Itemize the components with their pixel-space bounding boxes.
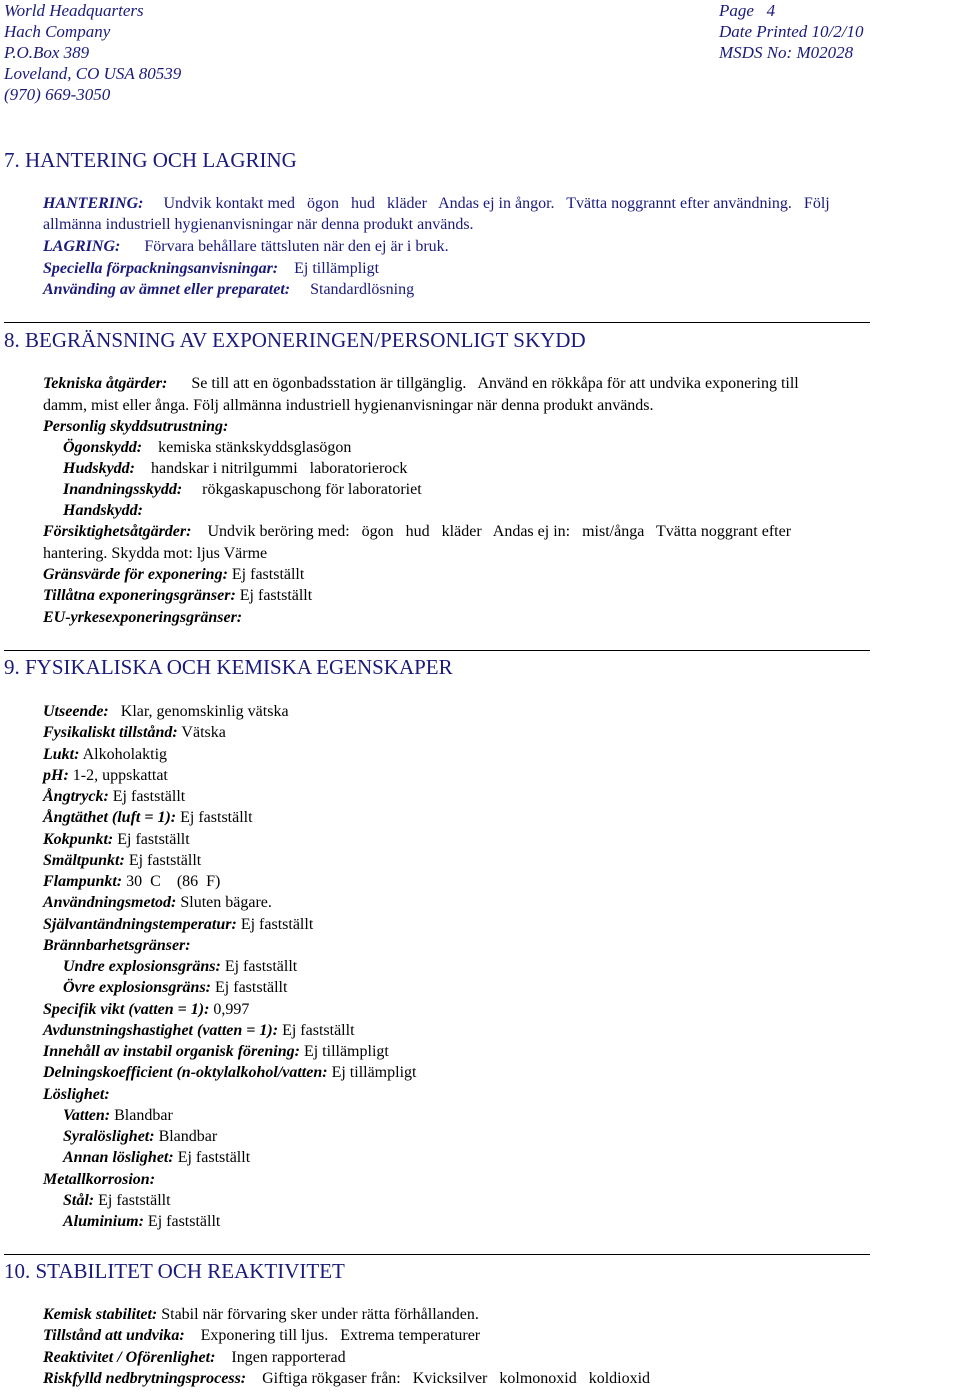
property-label: Specifik vikt (vatten = 1): [43, 1000, 210, 1018]
property-value: Ej fastställt [98, 1191, 171, 1209]
property-row [43, 1370, 650, 1388]
tillatna-value: Ej fastställt [239, 587, 313, 604]
hantering-text: Undvik kontakt med ögon hud kläder Andas ej in ångor. Tvätta noggrannt efter användning. Följ [163, 195, 830, 212]
property-label: Löslighet: [43, 1085, 110, 1103]
property-value: Ej fastställt [282, 1021, 355, 1039]
personlig-label: Personlig skyddsutrustning: [43, 418, 229, 435]
property-label: Stål: [63, 1191, 95, 1209]
property-row [43, 703, 289, 721]
gransvarde-label: Gränsvärde för exponering: [43, 566, 228, 583]
property-row [43, 767, 168, 785]
property-row [43, 1022, 355, 1040]
property-row [43, 724, 226, 742]
forsiktighet-text: Undvik beröring med: ögon hud kläder Andas ej in: mist/ånga Tvätta noggrant efter [207, 523, 792, 540]
property-value: Blandbar [158, 1128, 218, 1145]
property-row [63, 979, 287, 997]
property-value: Sluten bägare. [180, 894, 272, 912]
property-label: Undre explosionsgräns: [63, 958, 221, 975]
section-title: 10. STABILITET OCH REAKTIVITET [4, 1259, 345, 1283]
property-row [43, 788, 185, 806]
property-value: Ej fastställt [240, 915, 314, 933]
property-row [43, 937, 191, 955]
tekniska-line-2: damm, mist eller ånga. Följ allmänna industriell hygienanvisningar när denna produkt används. [43, 397, 654, 414]
address-line: World Headquarters [4, 1, 144, 20]
property-label: Metallkorrosion: [43, 1170, 156, 1188]
gransvarde-value: Ej fastställt [231, 566, 305, 583]
property-row [63, 1128, 217, 1146]
hudskydd-value: handskar i nitrilgummi laboratorierock [151, 460, 408, 477]
lagring-label: LAGRING: [43, 238, 121, 255]
eu-grans-label: EU-yrkesexponeringsgränser: [43, 609, 243, 626]
property-value: Ej fastställt [177, 1149, 251, 1167]
address-line: P.O.Box 389 [4, 43, 90, 62]
property-row [43, 1064, 416, 1082]
property-label: Avdunstningshastighet (vatten = 1): [43, 1021, 279, 1039]
property-label: pH: [43, 766, 69, 784]
property-row [43, 1349, 346, 1367]
property-label: Utseende: [43, 703, 109, 720]
property-label: Riskfylld nedbrytningsprocess: [43, 1369, 247, 1387]
ogonskydd-label: Ögonskydd: [63, 439, 143, 456]
address-line: Hach Company [4, 22, 111, 41]
property-label: Delningskoefficient (n-oktylalkohol/vatten: [43, 1064, 328, 1082]
hantering-line [43, 195, 830, 213]
date-printed: Date Printed 10/2/10 [719, 22, 864, 41]
property-label: Användningsmetod: [43, 894, 177, 912]
lagring-text: Förvara behållare tättsluten när den ej är i bruk. [144, 238, 449, 255]
property-label: Smältpunkt: [43, 851, 125, 869]
property-row [43, 809, 253, 827]
section-title: 7. HANTERING OCH LAGRING [4, 148, 297, 172]
property-label: Kemisk stabilitet: [43, 1306, 158, 1323]
ogonskydd-line [63, 439, 351, 457]
property-row [43, 1327, 480, 1345]
forpackning-label: Speciella förpackningsanvisningar: [43, 260, 279, 277]
hantering-label: HANTERING: [43, 195, 144, 212]
property-value: Ej fastställt [180, 809, 253, 827]
property-row [63, 1213, 220, 1231]
property-row [63, 958, 297, 976]
section-title: 9. FYSIKALISKA OCH KEMISKA EGENSKAPER [4, 655, 453, 679]
property-value: 1-2, uppskattat [72, 766, 168, 784]
property-row [43, 852, 201, 870]
property-value: 30 C (86 F) [126, 873, 221, 890]
property-value: Blandbar [114, 1106, 173, 1124]
gransvarde-line [43, 566, 304, 584]
property-row [43, 1001, 249, 1019]
property-label: Vatten: [63, 1106, 111, 1124]
property-row [43, 1171, 155, 1189]
anvandning-value: Standardlösning [310, 281, 415, 298]
inandningsskydd-label: Inandningsskydd: [63, 481, 183, 498]
property-label: Tillstånd att undvika: [43, 1327, 185, 1345]
property-value: Ej fastställt [112, 788, 186, 805]
tekniska-label: Tekniska åtgärder: [43, 375, 168, 392]
hantering-line-2: allmänna industriell hygienanvisningar när denna produkt används. [43, 216, 474, 233]
property-label: Kokpunkt: [43, 830, 114, 848]
property-value: Ej fastställt [147, 1213, 221, 1230]
property-value: Ej fastställt [224, 958, 298, 975]
section-title: 8. BEGRÄNSNING AV EXPONERINGEN/PERSONLIGT SKYDD [4, 328, 586, 352]
property-label: Självantändningstemperatur: [43, 915, 237, 933]
tekniska-text: Se till att en ögonbadsstation är tillgänglig. Använd en rökkåpa för att undvika exponering till [191, 375, 799, 392]
property-row [43, 894, 272, 912]
property-label: Fysikaliskt tillstånd: [43, 724, 178, 742]
tillatna-line [43, 587, 312, 605]
tillatna-label: Tillåtna exponeringsgränser: [43, 587, 236, 604]
property-row [43, 831, 190, 849]
property-row [43, 1086, 110, 1104]
anvandning-line [43, 281, 414, 299]
property-value: Exponering till ljus. Extrema temperaturer [188, 1327, 481, 1345]
forsiktighet-label: Försiktighetsåtgärder: [43, 523, 192, 540]
section-divider [4, 1254, 870, 1255]
lagring-line [43, 238, 449, 256]
anvandning-label: Använding av ämnet eller preparatet: [43, 281, 291, 298]
property-row [63, 1192, 171, 1210]
company-address-block [4, 0, 181, 105]
property-value: Ej fastställt [215, 979, 288, 997]
inandningsskydd-value: rökgaskapuschong för laboratoriet [202, 481, 422, 498]
tekniska-line [43, 375, 799, 393]
property-label: Ångtäthet (luft = 1): [43, 809, 177, 827]
page-number: Page 4 [719, 1, 776, 20]
property-label: Aluminium: [63, 1213, 144, 1230]
property-row [43, 1306, 479, 1324]
forpackning-line [43, 260, 379, 278]
hudskydd-label: Hudskydd: [63, 460, 135, 477]
ogonskydd-value: kemiska stänkskyddsglasögon [158, 439, 352, 456]
property-label: Ångtryck: [43, 788, 109, 805]
property-label: Flampunkt: [43, 873, 123, 890]
property-value: Ej tillämpligt [331, 1064, 417, 1082]
forsiktighet-line-2: hantering. Skydda mot: ljus Värme [43, 545, 268, 562]
property-value: Vätska [181, 724, 226, 742]
hudskydd-line [63, 460, 407, 478]
section-divider [4, 322, 870, 323]
property-label: Innehåll av instabil organisk förening: [43, 1043, 300, 1060]
property-label: Annan löslighet: [63, 1149, 174, 1167]
property-value: Ej fastställt [117, 830, 190, 848]
property-value: Alkoholaktig [82, 745, 168, 763]
address-line: (970) 669-3050 [4, 85, 111, 104]
property-row [43, 873, 220, 891]
property-value: 0,997 [213, 1000, 250, 1018]
property-value: Klar, genomskinlig vätska [112, 703, 289, 720]
property-label: Reaktivitet / Oförenlighet: [43, 1348, 216, 1366]
property-label: Syralöslighet: [63, 1128, 155, 1145]
property-label: Lukt: [43, 745, 80, 763]
property-value: Ej fastställt [128, 851, 202, 869]
handskydd-label: Handskydd: [63, 502, 143, 519]
section-divider [4, 650, 870, 651]
property-label: Övre explosionsgräns: [63, 979, 212, 997]
property-value: Ej tillämpligt [303, 1043, 389, 1060]
forpackning-value: Ej tillämpligt [294, 260, 380, 277]
property-value: Ingen rapporterad [219, 1348, 346, 1366]
property-row [43, 746, 167, 764]
property-row [43, 1043, 389, 1061]
forsiktighet-line [43, 523, 791, 541]
msds-number: MSDS No: M02028 [719, 43, 854, 62]
property-label: Brännbarhetsgränser: [43, 936, 191, 954]
inandningsskydd-line [63, 481, 422, 499]
property-value: Stabil när förvaring sker under rätta förhållanden. [161, 1306, 479, 1323]
property-row [43, 916, 313, 934]
property-value: Giftiga rökgaser från: Kvicksilver kolmonoxid koldioxid [250, 1369, 651, 1387]
property-row [63, 1149, 250, 1167]
document-meta-block [719, 0, 863, 63]
address-line: Loveland, CO USA 80539 [4, 64, 182, 83]
property-row [63, 1107, 173, 1125]
